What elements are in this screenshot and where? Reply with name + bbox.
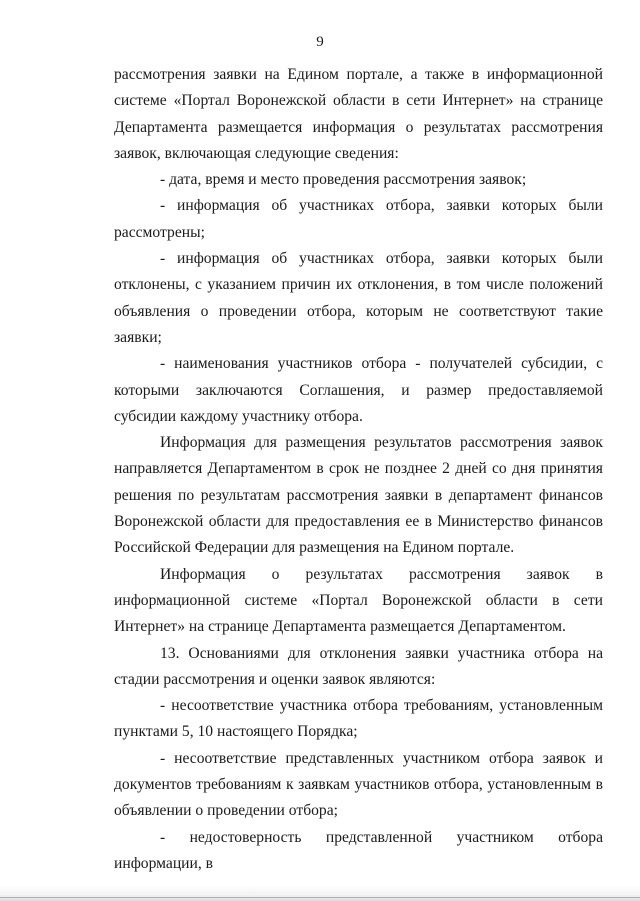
document-body [114,62,603,877]
list-item-participant-mismatch: - несоответствие участника отбора требованиям, установленным пунктами 5, 10 настоящего Порядка; [114,697,603,741]
list-item-documents-mismatch: - несоответствие представленных участником отбора заявок и документов требованиям к заявкам участников отбора, установленным в объявлении о проведении отбора; [114,749,603,820]
list-item-reviewed-participants: - информация об участниках отбора, заявки которых были рассмотрены; [114,197,603,241]
paragraph-portal-publication: Информация о результатах рассмотрения заявок в информационной системе «Портал Воронежской области в сети Интернет» на странице Департамента размещается Департаментом. [114,565,603,636]
page-number: 9 [316,34,324,50]
list-item-subsidy-recipients: - наименования участников отбора - получателей субсидии, с которыми заключаются Соглашения, и размер предоставляемой субсидии каждому участнику отбора. [114,355,603,425]
paragraph-results-submission: Информация для размещения результатов рассмотрения заявок направляется Департаментом в срок не позднее 2 дней со дня принятия решения по результатам рассмотрения заявки в департамент финансов Воронежской области для предоставления ее в Министерство финансов Российской Федерации для размещения на Едином портале. [114,434,603,557]
list-item-rejected-participants: - информация об участниках отбора, заявки которых были отклонены, с указанием причин их отклонения, в том числе положений объявления о проведении отбора, которым не соответствуют такие заявки; [114,250,603,346]
scan-bottom-edge [0,885,640,901]
paragraph-section-13: 13. Основаниями для отклонения заявки участника отбора на стадии рассмотрения и оценки заявок являются: [114,644,603,688]
scan-edge-line [0,897,640,898]
paragraph-publication-info: рассмотрения заявки на Едином портале, а также в информационной системе «Портал Воронежской области в сети Интернет» на странице Департамента размещается информация о результатах рассмотрения заявок, включающая следующие сведения: [114,66,603,162]
list-item-inaccurate-information: - недостоверность представленной участником отбора информации, в [114,828,603,872]
list-item-date-time-place: - дата, время и место проведения рассмотрения заявок; [160,171,527,189]
